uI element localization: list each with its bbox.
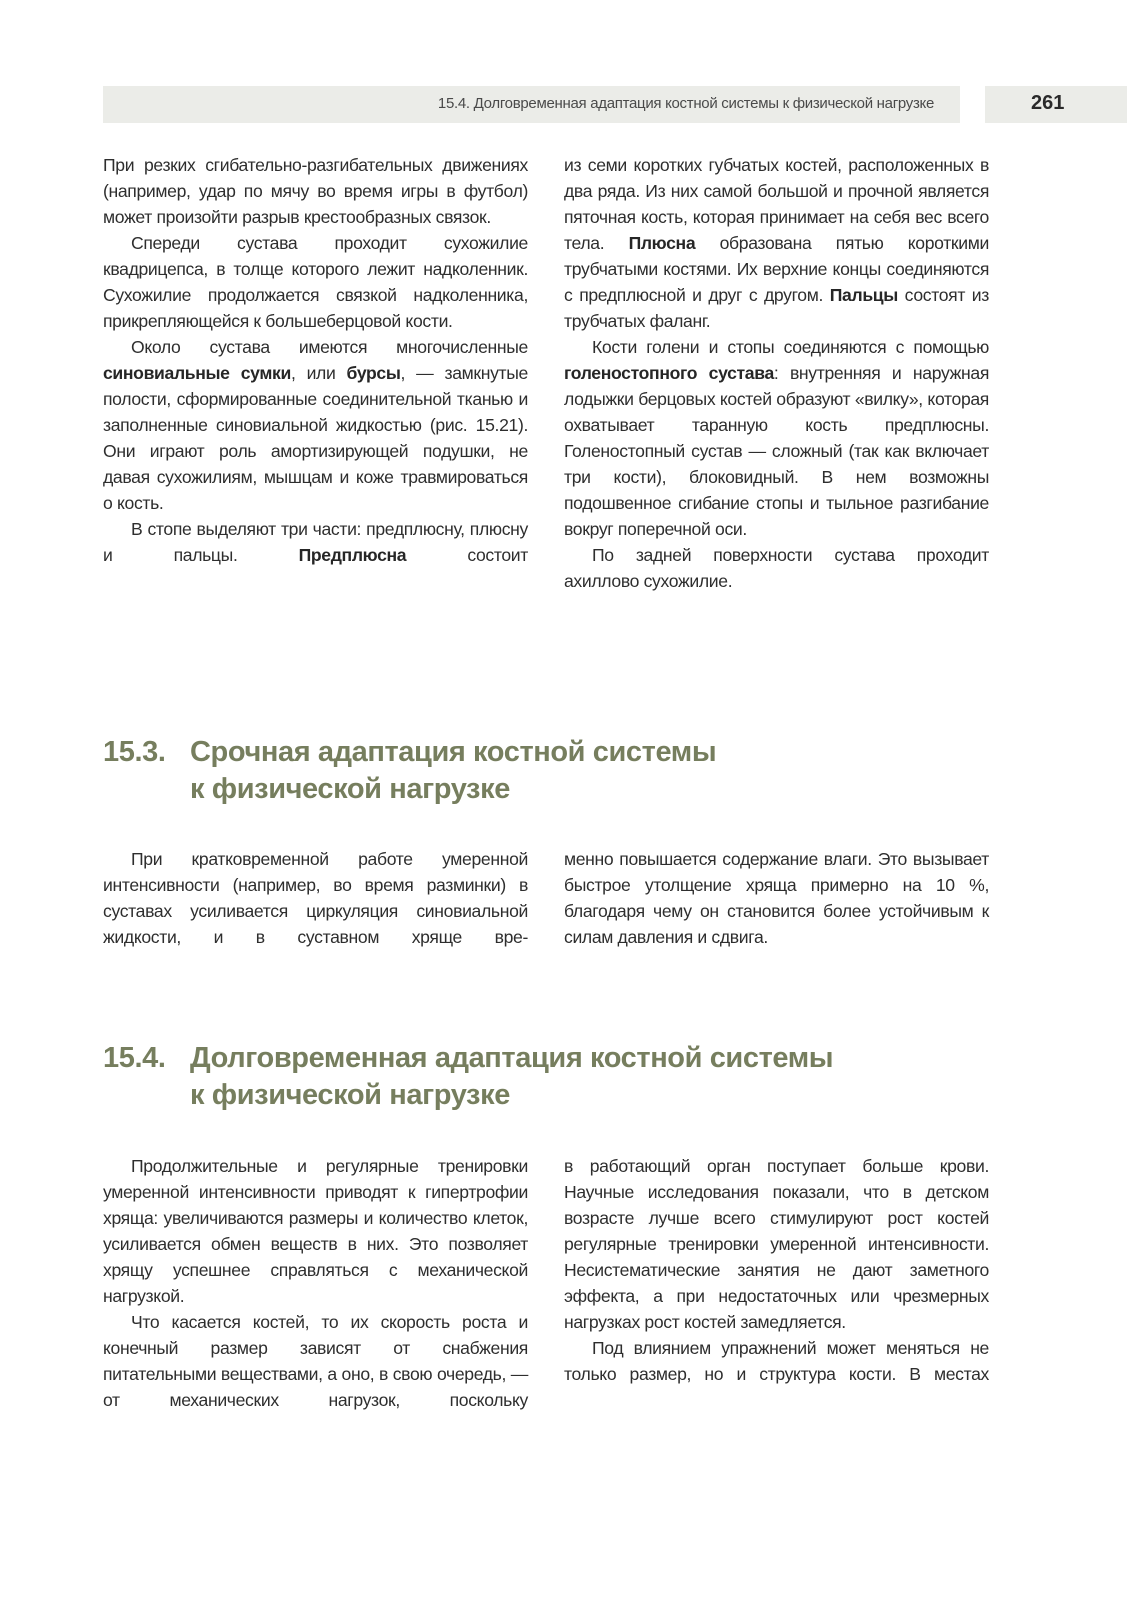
text-run: в работающий орган поступает больше крови. Научные исследования показали, что в детском возрасте лучше всего стимулируют рост костей регулярные тренировки умеренной интенсивности. Несистематические занятия не дают заметного эффекта, а при недостаточных или чрезмерных нагрузках рост костей замедляется.: [564, 1156, 989, 1332]
section-15-4-title-line1: Долговременная адаптация костной системы: [190, 1042, 834, 1074]
text-run: менно повышается содержание влаги. Это вызывает быстрое утолщение хряща примерно на 10 %, благодаря чему он становится более устойчивым к силам давления и сдвига.: [564, 849, 989, 947]
text-run: Спереди сустава проходит сухожилие квадрицепса, в толще которого лежит надколенник. Сухожилие продолжается связкой надколенника, прикрепляющейся к большеберцовой кости.: [103, 233, 528, 331]
section-15-3-right-column: [564, 846, 989, 950]
text-run: образована пятью короткими трубчатыми костями. Их верхние концы соединяются с предплюсной и друг с другом.: [564, 233, 989, 305]
text-run: При кратковременной работе умеренной интенсивности (например, во время разминки) в суставах усиливается циркуляция синовиальной жидкости, и в суставном хряще вре-: [103, 849, 528, 947]
bold-term: бурсы: [346, 363, 401, 383]
text-run: состоит: [406, 545, 528, 565]
paragraph: [103, 1309, 528, 1413]
paragraph: [103, 230, 528, 334]
paragraph: [103, 152, 528, 230]
section-15-3-title-line1: Срочная адаптация костной системы: [190, 736, 717, 768]
paragraph: [564, 152, 989, 334]
section-15-4-right-column: [564, 1153, 989, 1387]
section-15-3-left-column: [103, 846, 528, 950]
text-run: При резких сгибательно-разгибательных движениях (например, удар по мячу во время игры в футбол) может произойти разрыв крестообразных связок.: [103, 155, 528, 227]
text-run: : внутренняя и наружная лодыжки берцовых костей образуют «вилку», которая охватывает таранную кость предплюсны. Голеностопный сустав — сложный (так как включает три кости), блоковидный. В нем возможны подошвенное сгибание стопы и тыльное разгибание вокруг поперечной оси.: [564, 363, 989, 539]
text-run: , или: [290, 363, 347, 383]
paragraph: [564, 1335, 989, 1387]
paragraph: [103, 846, 528, 950]
paragraph: [564, 1153, 989, 1335]
paragraph: [564, 542, 989, 594]
bold-term: Плюсна: [628, 233, 696, 253]
paragraph: [103, 1153, 528, 1309]
bold-term: Пальцы: [829, 285, 898, 305]
bold-term: Предплюсна: [298, 545, 407, 565]
text-run: Около сустава имеются многочисленные: [131, 337, 528, 357]
paragraph: [564, 334, 989, 542]
text-run: Что касается костей, то их скорость роста и конечный размер зависят от снабжения питательными веществами, а оно, в свою очередь, — от механических нагрузок, поскольку: [103, 1312, 528, 1410]
running-header: [103, 86, 960, 123]
text-run: В стопе выделяют три части: предплюсну, плюсну и пальцы.: [103, 519, 528, 565]
bold-term: голеностопного сустава: [564, 363, 774, 383]
section-15-4-title: [190, 1040, 833, 1114]
section-15-4-title-line2: к физической нагрузке: [190, 1079, 510, 1111]
page-number-box: [985, 86, 1127, 123]
text-run: Продолжительные и регулярные тренировки умеренной интенсивности приводят к гипертрофии хряща: увеличиваются размеры и количество клеток, усиливается обмен веществ в них. Это позволяет хрящу успешнее справляться с механической нагрузкой.: [103, 1156, 528, 1306]
text-run: По задней поверхности сустава проходит ахиллово сухожилие.: [564, 545, 989, 591]
paragraph: [564, 846, 989, 950]
block1-right-column: [564, 152, 989, 594]
section-15-4-left-column: [103, 1153, 528, 1413]
page-number: 261: [1031, 92, 1065, 114]
section-15-3-title-line2: к физической нагрузке: [190, 773, 510, 805]
running-header-title: 15.4. Долговременная адаптация костной системы к физической нагрузке: [437, 95, 934, 112]
text-run: , — замкнутые полости, сформированные соединительной тканью и заполненные синовиальной жидкостью (рис. 15.21). Они играют роль амортизирующей подушки, не давая сухожилиям, мышцам и коже травмироваться о кость.: [103, 363, 528, 513]
bold-term: синовиальные сумки: [103, 363, 291, 383]
section-15-4-number: 15.4.: [103, 1042, 166, 1074]
text-run: из семи коротких губчатых костей, расположенных в два ряда. Из них самой большой и прочной является пяточная кость, которая принимает на себя вес всего тела.: [564, 155, 989, 253]
section-15-3-title: [190, 734, 716, 808]
paragraph: [103, 516, 528, 568]
text-run: Под влиянием упражнений может меняться не только размер, но и структура кости. В местах: [564, 1338, 989, 1384]
block1-left-column: [103, 152, 528, 568]
text-run: Кости голени и стопы соединяются с помощью: [592, 337, 989, 357]
paragraph: [103, 334, 528, 516]
section-15-3-number: 15.3.: [103, 736, 166, 768]
text-run: состоят из трубчатых фаланг.: [564, 285, 989, 331]
